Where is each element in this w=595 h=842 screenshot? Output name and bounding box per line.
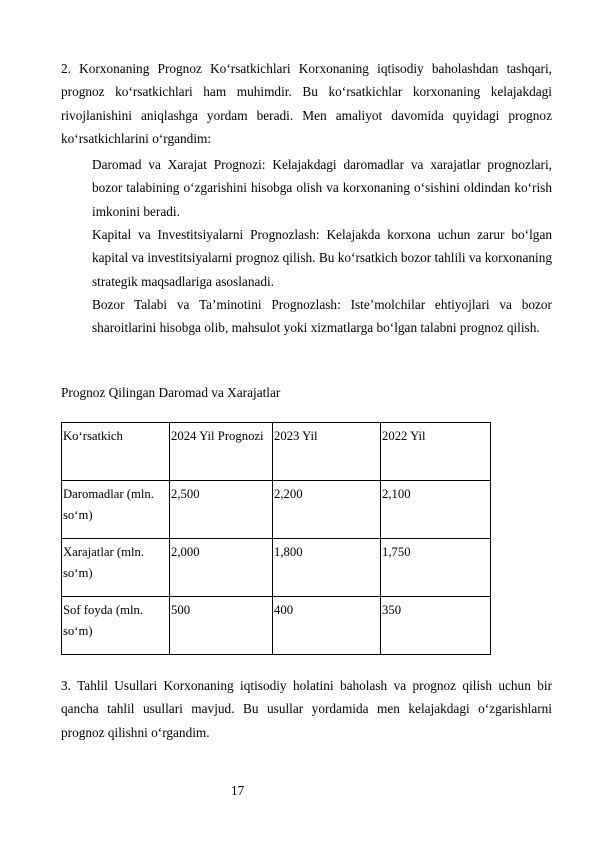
table-row bbox=[62, 539, 491, 597]
table-cell: 2,100 bbox=[381, 481, 491, 539]
table-cell: 2,500 bbox=[170, 481, 273, 539]
section-3-paragraph: 3. Tahlil Usullari Korxonaning iqtisodiy holatini baholash va prognoz qilish uchun bir qancha tahlil usullari mavjud. Bu usullar yordamida men kelajakdagi o‘zgarishlarni prognoz qilishni o‘rgandim. bbox=[61, 678, 552, 740]
table-header-cell: 2022 Yil bbox=[381, 423, 491, 481]
table-cell: 500 bbox=[170, 597, 273, 655]
table-cell: 2,200 bbox=[273, 481, 381, 539]
table-cell: Xarajatlar (mln. so‘m) bbox=[62, 539, 170, 597]
table-cell: Sof foyda (mln. so‘m) bbox=[62, 597, 170, 655]
table-cell: 1,750 bbox=[381, 539, 491, 597]
table-row bbox=[62, 481, 491, 539]
table-cell: 400 bbox=[273, 597, 381, 655]
item-capital-investment-forecast: Kapital va Investitsiyalarni Prognozlash: Kelajakda korxona uchun zarur bo‘lgan kapital va investitsiyalarni prognoz qilish. Bu ko‘rsatkich bozor tahlili va korxonaning strategik maqsadlariga asoslanadi. bbox=[92, 227, 552, 289]
table-header-cell: 2024 Yil Prognozi bbox=[170, 423, 273, 481]
table-header-row bbox=[62, 423, 491, 481]
table-header-cell: Ko‘rsatkich bbox=[62, 423, 170, 481]
table-cell: 1,800 bbox=[273, 539, 381, 597]
table-caption: Prognoz Qilingan Daromad va Xarajatlar bbox=[61, 385, 281, 400]
section-2-paragraph: 2. Korxonaning Prognoz Ko‘rsatkichlari Korxonaning iqtisodiy baholashdan tashqari, prognoz ko‘rsatkichlari ham muhimdir. Bu ko‘rsatkichlar korxonaning kelajakdagi rivojlanishini aniqlashga yordam beradi. Men amaliyot davomida quyidagi prognoz ko‘rsatkichlarini o‘rgandim: bbox=[61, 61, 552, 146]
page-number: 17 bbox=[231, 783, 245, 798]
forecast-table bbox=[61, 422, 491, 655]
table-cell: Daromadlar (mln. so‘m) bbox=[62, 481, 170, 539]
item-market-demand-forecast: Bozor Talabi va Ta’minotini Prognozlash: Iste’molchilar ehtiyojlari va bozor sharoitlarini hisobga olib, mahsulot yoki xizmatlarga bo‘lgan talabni prognoz qilish. bbox=[92, 297, 552, 336]
table-cell: 350 bbox=[381, 597, 491, 655]
item-income-expense-forecast: Daromad va Xarajat Prognozi: Kelajakdagi daromadlar va xarajatlar prognozlari, bozor talabining o‘zgarishini hisobga olish va korxonaning o‘sishini oldindan ko‘rish imkonini beradi. bbox=[92, 157, 552, 219]
table-header-cell: 2023 Yil bbox=[273, 423, 381, 481]
table-cell: 2,000 bbox=[170, 539, 273, 597]
table-row bbox=[62, 597, 491, 655]
